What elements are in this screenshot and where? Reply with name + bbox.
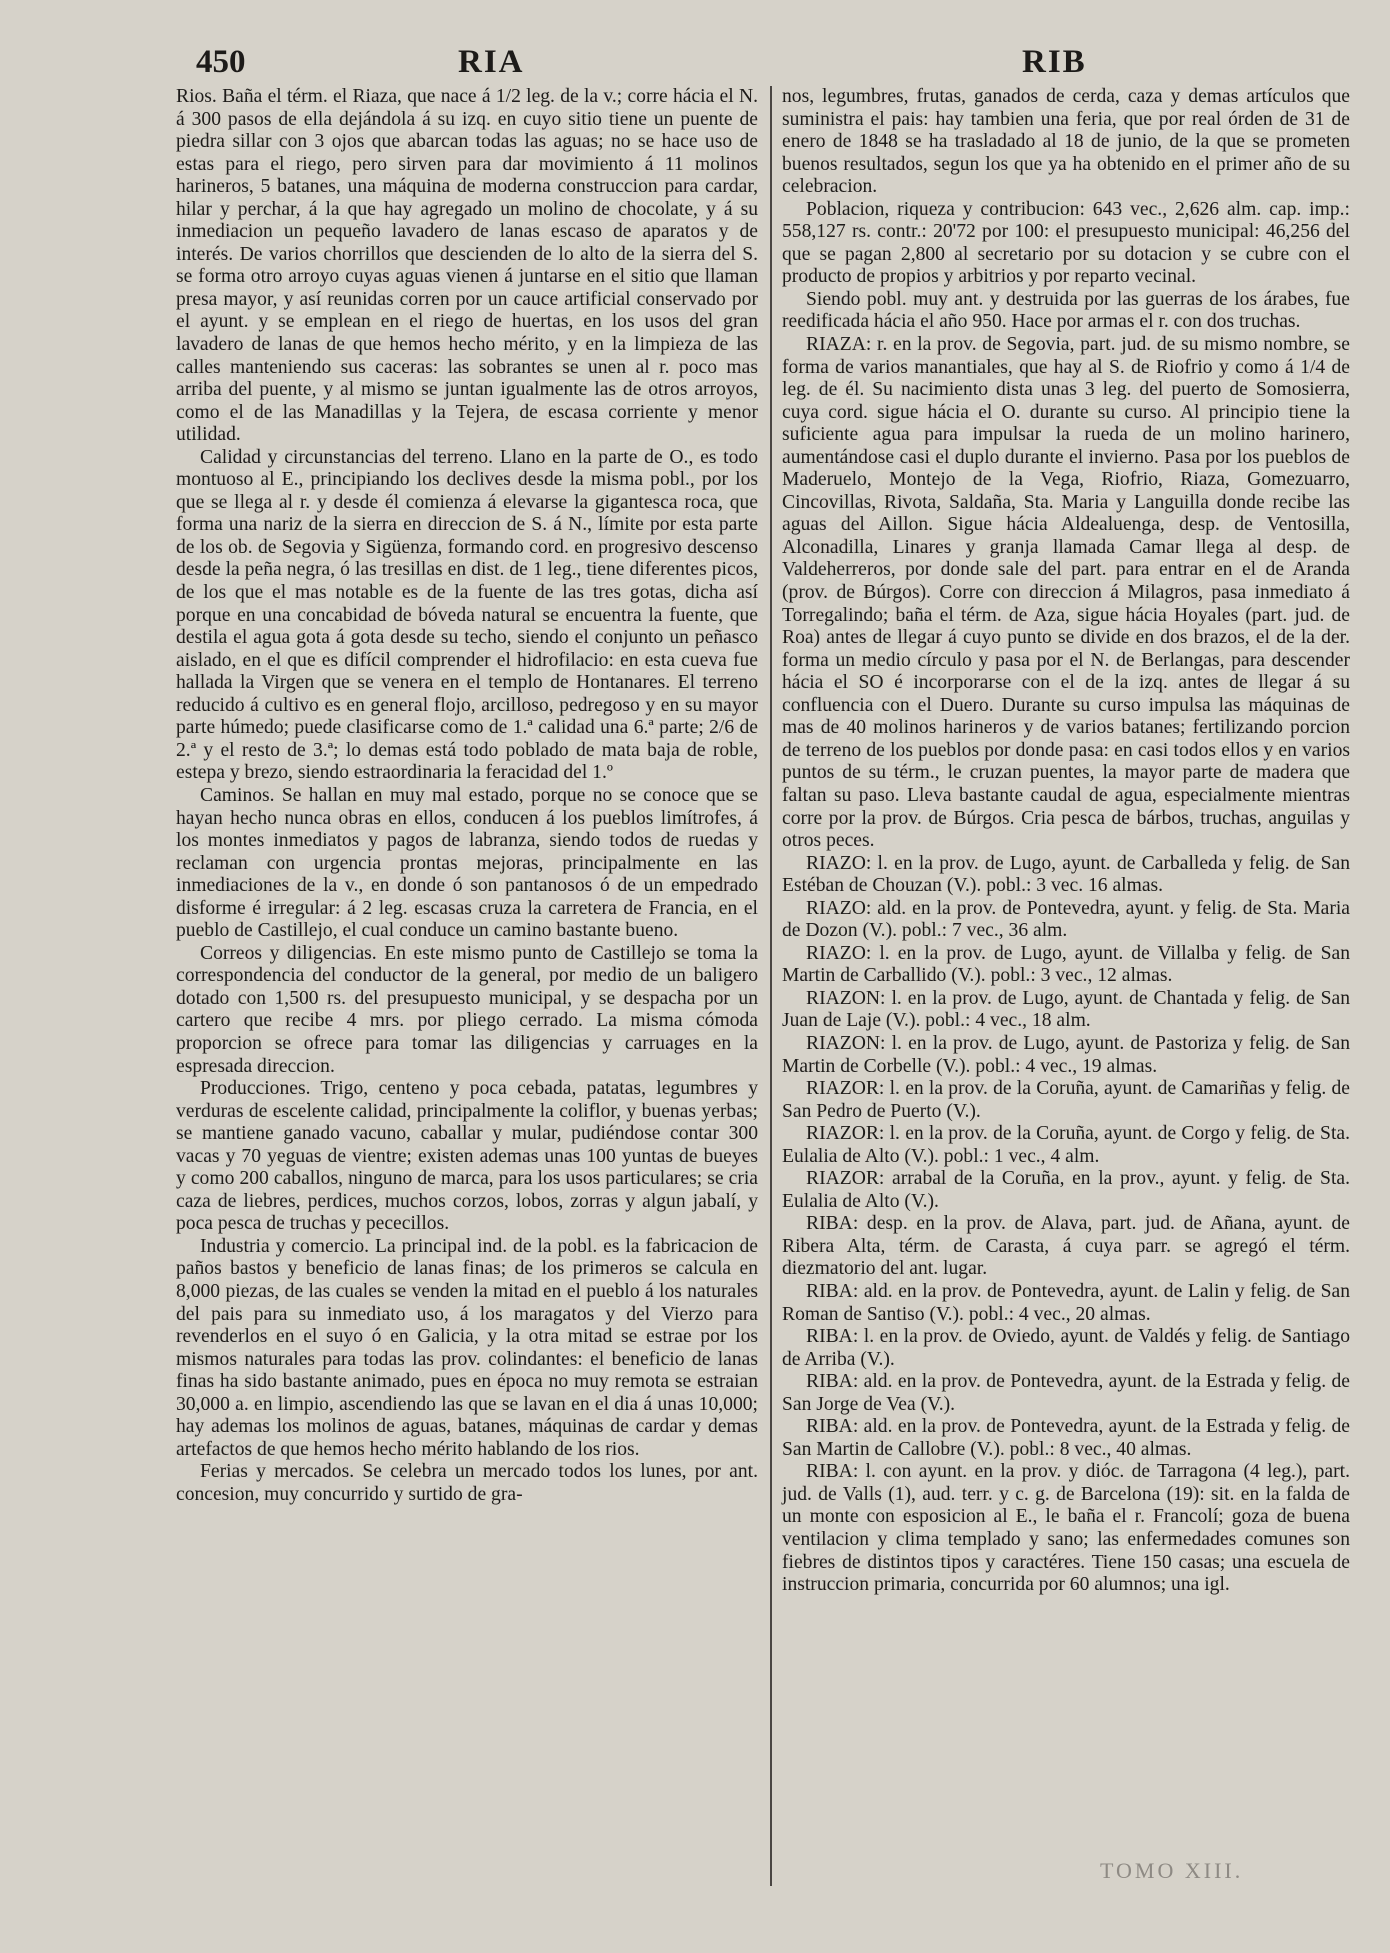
left-running-head: RIA	[458, 44, 525, 80]
entry-riaza: RIAZA: r. en la prov. de Segovia, part. jud. de su mismo nombre, se forma de varios manantiales, que hay al S. de Riofrio y como á 1/4 de leg. de él. Su nacimiento dista unas 3 leg. del puerto de Somosierra, cuya cord. sigue hácia el O. durante su curso. Al principio tiene la suficiente agua para impulsar la rueda de un molino harinero, aumentándose casi el duplo durante el invierno. Pasa por los pueblos de Maderuelo, Montejo de la Vega, Riofrio, Riaza, Gomezuarro, Cincovillas, Rivota, Saldaña, Sta. Maria y Languilla donde recibe las aguas del Aillon. Sigue hácia Aldealuenga, desp. de Ventosilla, Alconadilla, Linares y granja llamada Camar llega al desp. de Valdeherreros, por donde sale del part. para entrar en el de Aranda (prov. de Búrgos). Corre con direccion á Milagros, pasa inmediato á Torregalindo; baña el térm. de Aza, sigue hácia Hoyales (part. jud. de Roa) antes de llegar á cuyo punto se divide en dos brazos, el de la der. forma un medio círculo y pasa por el N. de Berlangas, para descender hácia el SO é incorporarse con el de la izq. antes de llegar á su confluencia con el Duero. Durante su curso impulsa las máquinas de mas de 40 molinos harineros y de varios batanes; fertilizando porcion de terreno de los pueblos por donde pasa: en casi todos ellos y en varios puntos de su térm., le cruzan puentes, la mayor parte de madera que faltan su paso. Lleva bastante caudal de agua, especialmente mientras corre por la prov. de Búrgos. Cria pesca de bárbos, truchas, anguilas y otros peces.	[782, 334, 1350, 852]
entry-paragraph: Poblacion, riqueza y contribucion: 643 vec., 2,626 alm. cap. imp.: 558,127 rs. contr.: 20'72 por 100: el presupuesto municipal: 46,256 del que se pagan 2,800 al secretario por su dotacion y se cubre con el producto de propios y arbitrios y por reparto vecinal.	[782, 198, 1350, 288]
right-column	[782, 86, 1350, 1597]
column-divider	[770, 86, 772, 1886]
entry-riba-callobre: RIBA: ald. en la prov. de Pontevedra, ayunt. de la Estrada y felig. de San Martin de Callobre (V.). pobl.: 8 vec., 40 almas.	[782, 1416, 1350, 1460]
entry-riazo-pontevedra: RIAZO: ald. en la prov. de Pontevedra, ayunt. y felig. de Sta. Maria de Dozon (V.). pobl.: 7 vec., 36 alm.	[782, 897, 1350, 942]
entry-riazon-pastoriza: RIAZON: l. en la prov. de Lugo, ayunt. de Pastoriza y felig. de San Martin de Corbelle (V.). pobl.: 4 vec., 19 almas.	[782, 1032, 1350, 1077]
volume-signature: TOMO XIII.	[1100, 1858, 1244, 1883]
entry-riazor-corgo: RIAZOR: l. en la prov. de la Coruña, ayunt. de Corgo y felig. de Sta. Eulalia de Alto (V.). pobl.: 1 vec., 4 alm.	[782, 1123, 1350, 1167]
entry-riba-oviedo: RIBA: l. en la prov. de Oviedo, ayunt. de Valdés y felig. de Santiago de Arriba (V.).	[782, 1326, 1350, 1370]
entry-riba-tarragona: RIBA: l. con ayunt. en la prov. y dióc. de Tarragona (4 leg.), part. jud. de Valls (1), aud. terr. y c. g. de Barcelona (19): sit. en la falda de un monte con esposicion al E., le baña el r. Francolí; goza de buena ventilacion y clima templado y sano; las enfermedades comunes son fiebres de distintos tipos y caractéres. Tiene 150 casas; una escuela de instruccion primaria, concurrida por 60 alumnos; una igl.	[782, 1461, 1350, 1596]
entry-paragraph: Rios. Baña el térm. el Riaza, que nace á 1/2 leg. de la v.; corre hácia el N. á 300 pasos de ella dejándola á su izq. en cuyo sitio tiene un puente de piedra sillar con 3 ojos que abarcan todas las aguas; no se hace uso de estas para el riego, pero sirven para dar movimiento á 11 molinos harineros, 5 batanes, una máquina de moderna construccion para cardar, hilar y perchar, á la que hay agregado un molino de chocolate, y á su inmediacion un pequeño lavadero de lanas escaso de aparatos y de interés. De varios chorrillos que descienden de lo alto de la sierra del S. se forma otro arroyo cuyas aguas vienen á juntarse en el sitio que llaman presa mayor, y así reunidas corren por un cauce artificial conservado por el ayunt. y se emplean en el riego de huertas, en los usos del gran lavadero de lanas de que hemos hecho mérito, y en la limpieza de las calles manteniendo sus caceras: las sobrantes se unen al r. poco mas arriba del puente, y al mismo se juntan igualmente las de otros arroyos, como el de las Manadillas y la Tejera, de escasa corriente y menor utilidad.	[176, 86, 758, 446]
entry-paragraph: Industria y comercio. La principal ind. de la pobl. es la fabricacion de paños bastos y beneficio de lanas finas; de los primeros se calcula en 8,000 piezas, de las cuales se venden la mitad en el pueblo á los naturales del pais para su inmediato uso, á los maragatos y del Vierzo para revenderlos en el suyo ó en Galicia, y la otra mitad se estrae por los mismos naturales para todas las prov. colindantes: el beneficio de lanas finas ha sido bastante animado, pues en época no muy remota se estraian 30,000 a. en limpio, ascendiendo las que se lavan en el dia á unas 10,000; hay ademas los molinos de aguas, batanes, máquinas de cardar y demas artefactos de que hemos hecho mérito hablando de los rios.	[176, 1235, 758, 1460]
entry-riba-lalin: RIBA: ald. en la prov. de Pontevedra, ayunt. de Lalin y felig. de San Roman de Santiso (V.). pobl.: 4 vec., 20 almas.	[782, 1280, 1350, 1325]
entry-paragraph: nos, legumbres, frutas, ganados de cerda, caza y demas artículos que suministra el pais: hay tambien una feria, que por real órden de 31 de enero de 1848 se ha trasladado al 18 de junio, de la que se prometen buenos resultados, segun los que ya ha obtenido en el primer año de su celebracion.	[782, 86, 1350, 198]
page-number: 450	[196, 44, 246, 80]
entry-riazor-camarinas: RIAZOR: l. en la prov. de la Coruña, ayunt. de Camariñas y felig. de San Pedro de Puerto (V.).	[782, 1078, 1350, 1122]
right-running-head: RIB	[1022, 44, 1087, 80]
entry-riba-vea: RIBA: ald. en la prov. de Pontevedra, ayunt. de la Estrada y felig. de San Jorge de Vea (V.).	[782, 1371, 1350, 1415]
left-column	[176, 86, 758, 1506]
entry-riazor-arrabal: RIAZOR: arrabal de la Coruña, en la prov., ayunt. y felig. de Sta. Eulalia de Alto (V.).	[782, 1168, 1350, 1212]
entry-paragraph: Siendo pobl. muy ant. y destruida por las guerras de los árabes, fue reedificada hácia el año 950. Hace por armas el r. con dos truchas.	[782, 288, 1350, 333]
entry-riba-alava: RIBA: desp. en la prov. de Alava, part. jud. de Añana, ayunt. de Ribera Alta, térm. de Carasta, á cuya parr. se agregó el térm. diezmatorio del ant. lugar.	[782, 1213, 1350, 1280]
entry-paragraph: Producciones. Trigo, centeno y poca cebada, patatas, legumbres y verduras de escelente calidad, principalmente la coliflor, y buenas yerbas; se mantiene ganado vacuno, caballar y mular, pudiéndose contar 300 vacas y 70 yeguas de vientre; existen ademas unas 100 yuntas de bueyes y como 200 caballos, ninguno de marca, para los usos particulares; se cria caza de liebres, perdices, muchos corzos, lobos, zorras y algun jabalí, y poca pesca de truchas y pececillos.	[176, 1078, 758, 1235]
entry-riazo-lugo: RIAZO: l. en la prov. de Lugo, ayunt. de Carballeda y felig. de San Estéban de Chouzan (V.). pobl.: 3 vec. 16 almas.	[782, 852, 1350, 897]
entry-paragraph: Caminos. Se hallan en muy mal estado, porque no se conoce que se hayan hecho nunca obras en ellos, conducen á los pueblos limítrofes, á los montes inmediatos y pagos de labranza, siendo todos de ruedas y reclaman con urgencia prontas mejoras, principalmente en las inmediaciones de la v., en donde ó son pantanosos ó de un empedrado disforme é irregular: á 2 leg. escasas cruza la carretera de Francia, en el pueblo de Castillejo, el cual conduce un camino bastante bueno.	[176, 784, 758, 942]
entry-paragraph: Correos y diligencias. En este mismo punto de Castillejo se toma la correspondencia del conductor de la general, por medio de un baligero dotado con 1,500 rs. del presupuesto municipal, y se despacha por un cartero que recibe 4 mrs. por pliego cerrado. La misma cómoda proporcion se ofrece para tomar las diligencias y carruages en la espresada direccion.	[176, 942, 758, 1077]
entry-paragraph: Ferias y mercados. Se celebra un mercado todos los lunes, por ant. concesion, muy concurrido y surtido de gra-	[176, 1461, 758, 1505]
entry-paragraph: Calidad y circunstancias del terreno. Llano en la parte de O., es todo montuoso al E., principiando los declives desde la misma pobl., por los que se llega al r. y desde él comienza á elevarse la gigantesca roca, que forma una nariz de la sierra en direccion de S. á N., límite por esta parte de los ob. de Segovia y Sigüenza, formando cord. en progresivo descenso desde la peña negra, ó las tresillas en dist. de 1 leg., tiene diferentes picos, de los que el mas notable es de la fuente de las tres gotas, dicha así porque en una concabidad de bóveda natural se encuentra la fuente, que destila el agua gota á gota desde su techo, siendo el conjunto un peñasco aislado, en el que es difícil comprender el hidrofilacio: en esta cueva fue hallada la Virgen que se venera en el templo de Hontanares. El terreno reducido á cultivo es en general flojo, arcilloso, pedregoso y en su mayor parte húmedo; puede clasificarse como de 1.ª calidad una 6.ª parte; 2/6 de 2.ª y el resto de 3.ª; lo demas está todo poblado de mata baja de roble, estepa y brezo, siendo estraordinaria la feracidad del 1.º	[176, 446, 758, 784]
entry-riazo-villalba: RIAZO: l. en la prov. de Lugo, ayunt. de Villalba y felig. de San Martin de Carballido (V.). pobl.: 3 vec., 12 almas.	[782, 942, 1350, 987]
entry-riazon-chantada: RIAZON: l. en la prov. de Lugo, ayunt. de Chantada y felig. de San Juan de Laje (V.). pobl.: 4 vec., 18 alm.	[782, 987, 1350, 1032]
